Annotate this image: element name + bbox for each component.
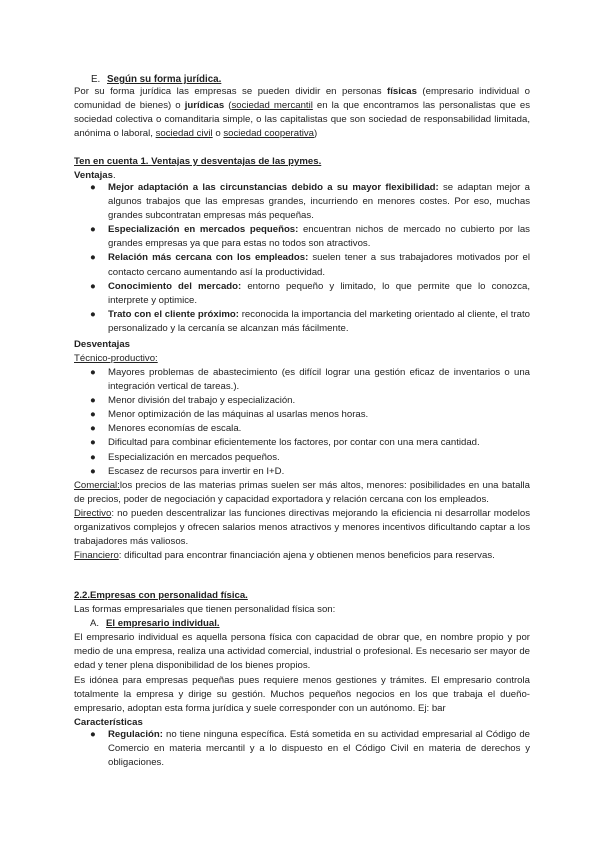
bullet-icon: ● — [90, 182, 96, 193]
intro-text: ) — [314, 128, 318, 140]
desventajas-header — [74, 338, 530, 366]
desventajas-detail — [74, 479, 530, 564]
ten-en-cuenta-title — [74, 155, 530, 169]
bullet-icon: ● — [90, 437, 96, 449]
section-2-2-intro: Las formas empresariales que tienen personalidad física son: — [74, 604, 336, 616]
desventajas-label-text: Desventajas — [74, 339, 130, 350]
bullet-icon: ● — [90, 395, 96, 407]
intro-bold-fisicas: físicas — [387, 86, 417, 97]
item-text: encuentran nichos de mercado no cubierto por las grandes empresas ya que para estas no todos son atractivos. — [108, 224, 530, 250]
list-item — [74, 436, 530, 450]
heading-title: Según su forma jurídica. — [107, 74, 222, 85]
intro-text: (empresario individual o comunidad de bienes) o — [74, 86, 531, 112]
bullet-icon: ● — [90, 423, 96, 435]
financiero-paragraph — [74, 549, 530, 563]
section-2-2-title-text: 2.2.Empresas con personalidad física. — [74, 590, 248, 601]
heading-letter: E. — [91, 74, 101, 85]
desventajas-label — [74, 338, 530, 352]
subsection-a-title — [74, 617, 530, 631]
empresario-paragraph-1: El empresario individual es aquella persona física con capacidad de obrar que, en nombre propio y por medio de una empresa, realiza una actividad comercial, industrial o profesional. Es necesario ser mayor de edad y tener plena disponibilidad de los bienes propios. — [74, 632, 530, 672]
intro-bold-juridicas: jurídicas — [184, 100, 225, 112]
directivo-label: Directivo — [74, 508, 112, 520]
item-text: Menor división del trabajo y especialización. — [108, 395, 296, 407]
tecnico-label — [74, 352, 530, 366]
ventajas-list — [74, 181, 530, 336]
item-text: Mayores problemas de abastecimiento (es difícil lograr una gestión eficaz de inventarios o una integración vertical de tareas.). — [108, 367, 530, 393]
item-text: entorno pequeño y limitado, lo que permite que lo conozca, interprete y optimice. — [108, 280, 530, 306]
list-item — [74, 408, 530, 422]
comercial-label: Comercial: — [74, 480, 120, 491]
empresario-paragraph-2: Es idónea para empresas pequeñas pues requiere menos gestiones y trámites. El empresario controla totalmente la empresa y dirige su gestión. Muchos pequeños negocios en los que trabaja el dueño-empresario, adoptan esta forma jurídica y suele corresponder con un autónomo. Ej: bar — [74, 674, 530, 714]
list-item — [74, 394, 530, 408]
item-text: Menor optimización de las máquinas al usarlas menos horas. — [108, 409, 369, 421]
bullet-icon: ● — [90, 409, 96, 421]
item-bold: Relación más cercana con los empleados: — [108, 252, 309, 264]
bullet-icon: ● — [90, 224, 96, 236]
ventajas-label-text: Ventajas — [74, 170, 113, 182]
list-item — [74, 308, 530, 336]
financiero-text: : dificultad para encontrar financiación ajena y obtienen menos beneficios para reservas. — [118, 550, 495, 562]
comercial-paragraph — [74, 479, 530, 507]
directivo-text: : no pueden descentralizar las funciones directivas mejorando la eficiencia ni desarrollar modelos organizativos complejos y ofrecen salarios menos atractivos y menores incentivos dificultando captar a los trabajadores más valiosos. — [74, 508, 530, 548]
bullet-icon: ● — [90, 465, 96, 477]
item-text: Menores economías de escala. — [108, 423, 242, 435]
intro-paragraph — [74, 85, 530, 141]
ventajas-label-period: . — [112, 170, 116, 182]
bullet-icon: ● — [90, 252, 96, 264]
item-text: no tiene ninguna específica. Está sometida en su actividad empresarial al Código de Comercio en materia mercantil y a lo dispuesto en el Código Civil en materia de derechos y obligaciones. — [108, 729, 530, 769]
item-bold: Mejor adaptación a las circunstancias debido a su mayor flexibilidad: — [108, 182, 439, 193]
item-text: Especialización en mercados pequeños. — [108, 451, 280, 463]
desventajas-list — [74, 366, 530, 479]
list-item — [74, 223, 530, 251]
list-item — [74, 451, 530, 465]
subsection-letter: A. — [90, 618, 100, 630]
list-item — [74, 366, 530, 394]
list-item — [74, 181, 530, 223]
bullet-icon: ● — [90, 280, 96, 292]
item-bold: Especialización en mercados pequeños: — [108, 224, 299, 236]
item-bold: Trato con el cliente próximo: — [108, 308, 239, 320]
ten-en-cuenta-title-text: Ten en cuenta 1. Ventajas y desventajas de las pymes. — [74, 156, 322, 167]
item-text: reconocida la importancia del marketing orientado al cliente, el trato personalizado y la cercanía se alcanzan más fácilmente. — [108, 308, 531, 334]
list-item — [74, 465, 530, 479]
bullet-icon: ● — [90, 729, 96, 740]
comercial-text: los precios de las materias primas suelen ser más altos, menores: posibilidades en una batalla de precios, poder de negociación y capacidad exportadora y relación cercana con los empleados. — [74, 480, 530, 506]
intro-underline-civil: sociedad civil — [155, 128, 213, 140]
bullet-icon: ● — [90, 367, 96, 378]
section-2-2 — [74, 589, 530, 730]
list-item — [74, 280, 530, 308]
ten-en-cuenta-block — [74, 155, 530, 183]
caracteristicas-list — [74, 728, 530, 770]
item-text: se adaptan mejor a algunos trabajos que las empresas grandes, incurriendo en menores costes. Por eso, muchas grandes subcontratan empresas más pequeñas. — [108, 182, 530, 222]
section-2-2-title — [74, 589, 530, 603]
intro-underline-mercantil: sociedad mercantil — [231, 100, 313, 112]
item-text: Dificultad para combinar eficientemente los factores, por contar con una mera cantidad. — [108, 437, 480, 449]
item-bold: Conocimiento del mercado: — [108, 280, 242, 292]
caracteristicas-label: Características — [74, 716, 143, 728]
item-text: Escasez de recursos para invertir en I+D. — [108, 465, 285, 477]
item-text: suelen tener a sus trabajadores motivados por el contacto cercano aumentando así la productividad. — [108, 252, 530, 278]
bullet-icon: ● — [90, 451, 96, 463]
directivo-paragraph — [74, 507, 530, 549]
intro-underline-cooperativa: sociedad cooperativa — [223, 128, 315, 140]
subsection-title-text: El empresario individual. — [106, 618, 220, 630]
list-item — [74, 422, 530, 436]
list-item — [74, 728, 530, 770]
intro-text: en la que encontramos las personalistas que es sociedad colectiva o comanditaria simple, o las capitalistas que son sociedad de responsabilidad limitada, anónima o laboral, — [74, 100, 530, 140]
intro-text: ( — [224, 100, 232, 112]
item-bold: Regulación: — [108, 729, 163, 740]
list-item — [74, 251, 530, 279]
bullet-icon: ● — [90, 308, 96, 320]
intro-text: o — [212, 128, 224, 140]
intro-text: Por su forma jurídica las empresas se pueden dividir en personas — [74, 86, 388, 97]
financiero-label: Financiero — [74, 550, 119, 562]
tecnico-label-text: Técnico-productivo: — [74, 353, 158, 365]
